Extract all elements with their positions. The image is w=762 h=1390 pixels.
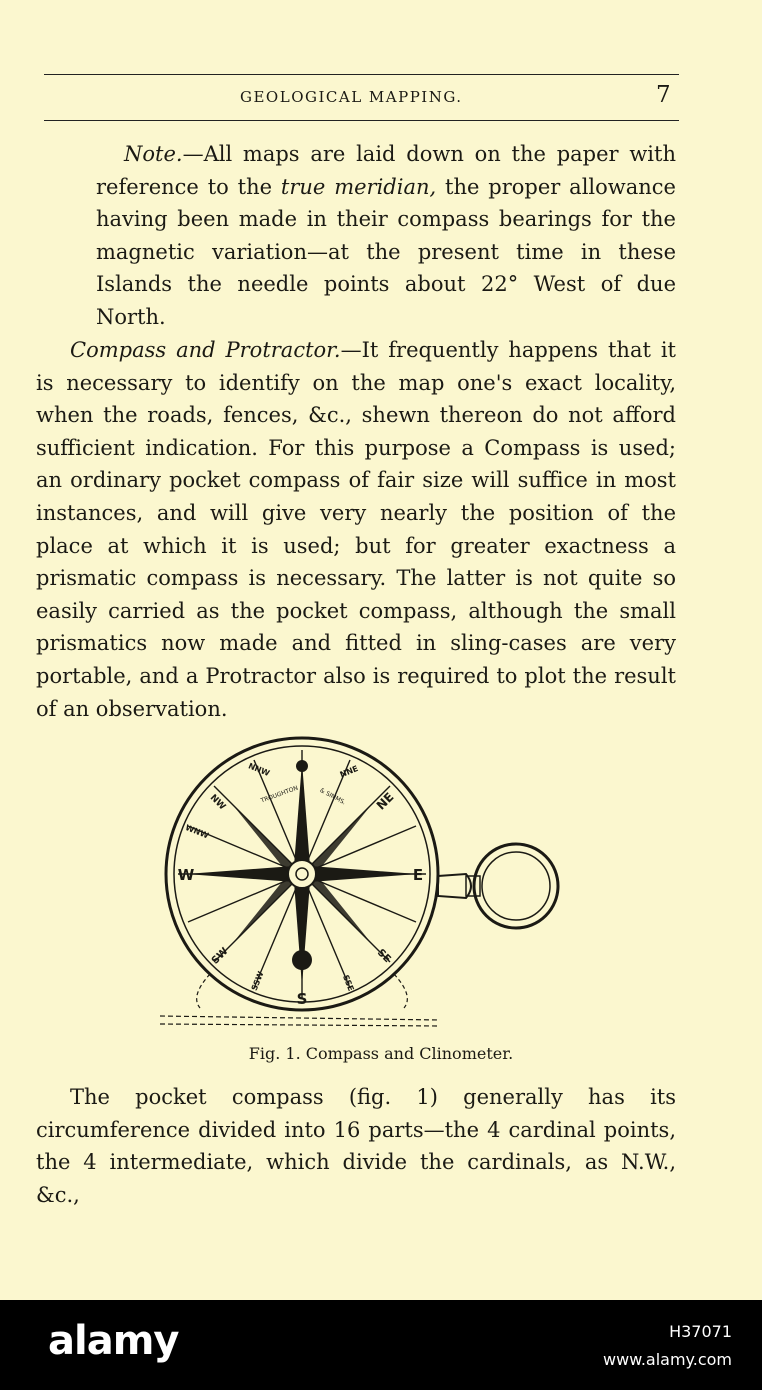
compass-ring-handle [474,844,558,928]
needle-weight [292,950,312,970]
maker-label-1: TROUGHTON [259,784,300,805]
label-nnw: NNW [246,761,271,779]
label-ssw: SSW [249,970,266,993]
label-se: SE [374,947,393,966]
label-ne: NE [373,789,397,813]
label-w: W [177,866,195,884]
compass-figure [150,736,570,1036]
watermark-logo: alamy [48,1318,179,1364]
header-top-rule [44,74,679,75]
header-bottom-rule [44,120,679,121]
note-text-1: —All maps are laid down on the paper with reference to the [96,142,676,199]
label-sse: SSE [341,973,356,993]
watermark-bar [0,1300,762,1390]
page-number: 7 [656,82,671,108]
label-nw: NW [207,792,228,813]
compass-paragraph [36,334,676,725]
note-text-2: the proper allowance having been made in their compass bearings for the magnetic variation—at the present time in these Islands the needle points about 22° West of due North. [96,174,676,329]
clinometer-base [160,1016,440,1020]
note-emphasis: true meridian, [280,174,437,199]
label-e: E [412,866,424,884]
compass-label: Compass and Protractor. [70,338,341,362]
label-wnw: WNW [183,822,210,841]
after-figure-paragraph [36,1081,676,1211]
compass-pivot [288,860,316,888]
label-s: S [296,990,308,1008]
running-title: GEOLOGICAL MAPPING. [240,88,463,106]
compass-text: —It frequently happens that it is necessary to identify on the map one's exact locality, when the roads, fences, &c., shewn thereon do not afford sufficient indication. For this purpose a Compass is used; an ordinary pocket compass of fair size will suffice in most instances, and will give very nearly the position of the place at which it is used; but for greater exactness a prismatic compass is necessary. The latter is not quite so easily carried as the pocket compass, although the small prismatics now made and fitted in sling-cases are very portable, and a Protractor also is required to plot the result of an observation. [36,338,676,721]
note-label: Note. [124,142,183,166]
watermark-image-id: H37071 [669,1322,732,1341]
after-figure-text: The pocket compass (fig. 1) generally has its circumference divided into 16 parts—the 4 cardinal points, the 4 intermediate, which divide the cardinals, as N.W., &c., [36,1085,676,1207]
maker-label-2: & SIMMS. [318,786,347,807]
label-sw: SW [209,945,231,967]
note-paragraph [36,138,676,334]
figure-caption: Fig. 1. Compass and Clinometer. [248,1044,514,1063]
watermark-url: www.alamy.com [603,1350,732,1369]
label-nne: NNE [338,763,360,780]
